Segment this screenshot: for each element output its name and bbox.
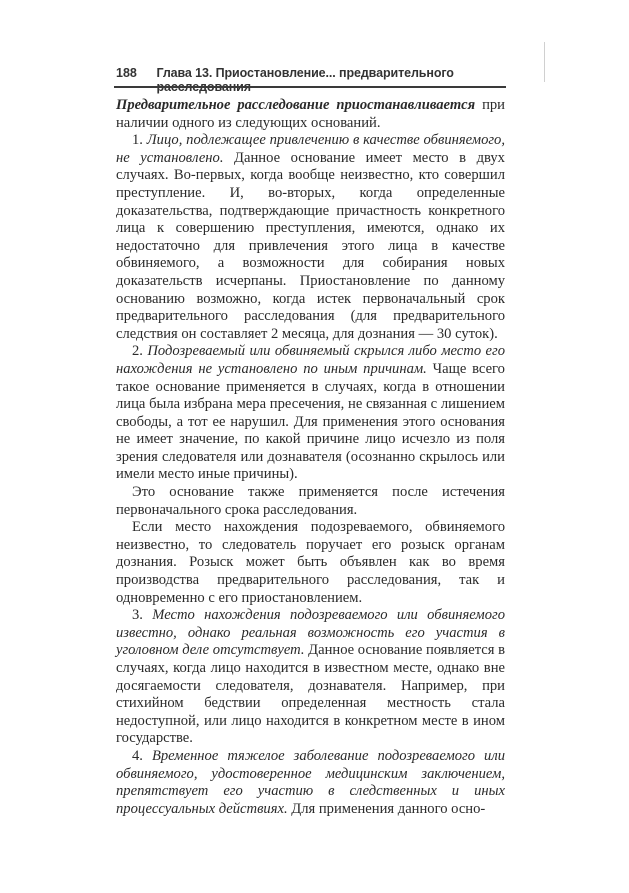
ground-2-text: Чаще всего такое основание применяется в случаях, когда в отношении лица была избрана мера пресечения, не связанная с лишением свободы, а тот ее нарушил. Для применения этого основания не имеет значение, по какой причине лицо исчезло из поля зрения следователя или дознавателя (осознанно скрылось или имели место иные причины). — [116, 360, 505, 483]
page-number: 188 — [116, 66, 137, 80]
ground-1-number: 1. — [132, 132, 147, 149]
page-body — [116, 97, 505, 818]
paragraph-ground-3 — [116, 607, 505, 748]
ground-1-text: Данное основание имеет место в двух случаях. Во-первых, когда вообще неизвестно, кто совершил преступление. И, во-вторых, когда определенные доказательства, подтверждающие причастность конкретного лица к совершению преступления, имеются, однако их недостаточно для привлечения этого лица в качестве обвиняемого, а возможности для собирания новых доказательств исчерпаны. Приостановление по данному основанию возможно, когда истек первоначальный срок предварительного расследования (для предварительного следствия он составляет 2 месяца, для дознания — 30 суток). — [116, 149, 505, 342]
running-header — [116, 66, 504, 94]
scan-edge-mark — [544, 42, 545, 82]
ground-4-text: Для применения данного осно- — [287, 800, 486, 817]
paragraph-intro — [116, 97, 505, 132]
intro-lead: Предварительное расследование приостанавливается — [116, 97, 476, 113]
paragraph-ground-2-note: Это основание также применяется после истечения первоначального срока расследования. — [116, 484, 505, 518]
header-rule — [114, 86, 506, 88]
paragraph-ground-4 — [116, 748, 505, 818]
ground-2-number: 2. — [132, 343, 148, 360]
ground-2-heading: Подозреваемый или обвиняемый скрылся либо место его нахождения не установлено по иным причинам. — [116, 343, 505, 377]
ground-3-number: 3. — [132, 607, 153, 624]
ground-3-text: Данное основание появляется в случаях, когда лицо находится в известном месте, однако вне досягаемости следователя, дознавателя. Например, при стихийном бедствии определенная местность стала недоступной, или лицо находится в конкретном месте в ином государстве. — [116, 642, 505, 747]
paragraph-ground-1 — [116, 132, 505, 343]
chapter-title: Глава 13. Приостановление... предварительного — [156, 66, 454, 80]
paragraph-ground-2 — [116, 343, 505, 484]
paragraph-search: Если место нахождения подозреваемого, обвиняемого неизвестно, то следователь поручает его розыск органам дознания. Розыск может быть объявлен как во время производства предварительного расследования, так и одновременно с его приостановлением. — [116, 519, 505, 606]
ground-3-heading: Место нахождения подозреваемого или обвиняемого известно, однако реальная возможность его участия в уголовном деле отсутствует. — [116, 607, 505, 659]
ground-4-number: 4. — [132, 747, 152, 764]
intro-rest: при наличии одного из следующих оснований. — [116, 97, 505, 131]
ground-1-heading: Лицо, подлежащее привлечению в качестве обвиняемого, не установлено. — [116, 132, 505, 166]
ground-4-heading: Временное тяжелое заболевание подозреваемого или обвиняемого, удостоверенное медицинским заключением, препятствует его участию в следственных и иных процессуальных действиях. — [116, 747, 505, 817]
